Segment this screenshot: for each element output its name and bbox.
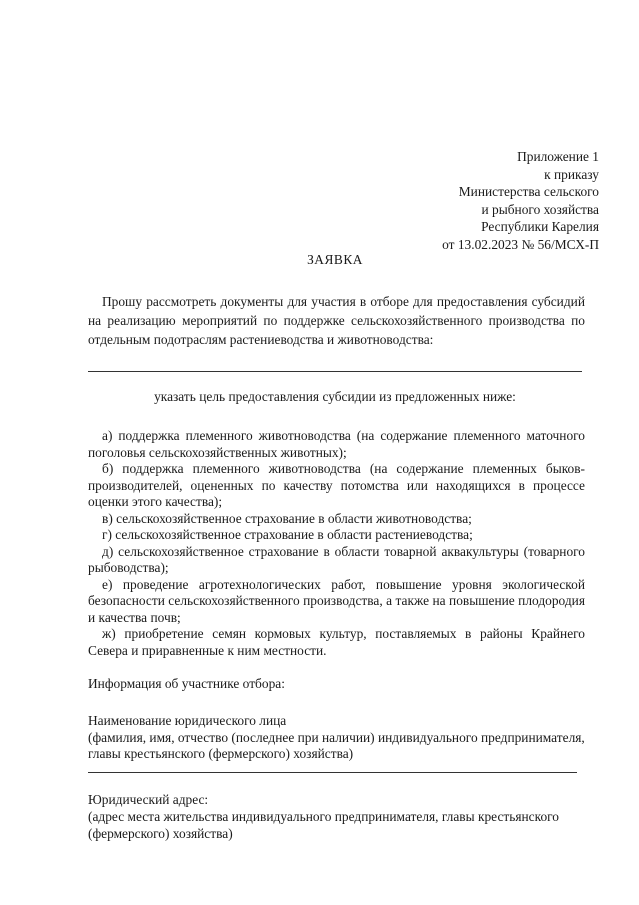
appendix-reference	[442, 148, 599, 254]
subsidy-option-d: д) сельскохозяйственное страхование в области товарной аквакультуры (товарного рыбоводства);	[88, 543, 585, 575]
org-name-section	[88, 713, 585, 763]
appendix-line: к приказу	[544, 166, 599, 182]
appendix-line: Республики Карелия	[481, 219, 599, 235]
org-name-note: (фамилия, имя, отчество (последнее при наличии) индивидуального предпринимателя, главы крестьянского (фермерского) хозяйства)	[88, 729, 585, 761]
appendix-line: и рыбного хозяйства	[481, 201, 599, 217]
legal-address-note: (адрес места жительства индивидуального предпринимателя, главы крестьянского (фермерского) хозяйства)	[88, 809, 559, 841]
appendix-line: Министерства сельского	[458, 184, 599, 200]
fill-in-line-org-name	[88, 772, 577, 773]
intro-paragraph: Прошу рассмотреть документы для участия в отборе для предоставления субсидий на реализацию мероприятий по поддержке сельскохозяйственного производства по отдельным подотраслям растениеводства и животноводства:	[88, 294, 585, 347]
goal-hint: указать цель предоставления субсидии из предложенных ниже:	[154, 389, 516, 404]
document-title: ЗАЯВКА	[307, 252, 363, 267]
subsidy-option-zh: ж) приобретение семян кормовых культур, поставляемых в районы Крайнего Севера и приравненные к ним местности.	[88, 626, 585, 658]
legal-address-label: Юридический адрес:	[88, 792, 209, 807]
fill-in-line-goal	[88, 371, 582, 372]
appendix-line: от 13.02.2023 № 56/МСХ-П	[442, 236, 599, 252]
appendix-line: Приложение 1	[517, 149, 599, 164]
legal-address-section	[88, 791, 585, 842]
subsidy-options-list	[88, 428, 585, 659]
participant-info-heading: Информация об участнике отбора:	[88, 676, 285, 691]
subsidy-option-b: б) поддержка племенного животноводства (на содержание племенных быков-производителей, оцененных по качеству потомства или находящихся в процессе оценки этого качества);	[88, 461, 585, 509]
subsidy-option-g: г) сельскохозяйственное страхование в области растениеводства;	[102, 527, 473, 542]
subsidy-option-e: е) проведение агротехнологических работ, повышение уровня экологической безопасности сельскохозяйственного производства, а также на повышение плодородия и качества почв;	[88, 576, 585, 625]
subsidy-option-a: а) поддержка племенного животноводства (на содержание племенного маточного поголовья сельскохозяйственных животных);	[88, 428, 585, 460]
org-name-label: Наименование юридического лица	[88, 713, 287, 728]
subsidy-option-v: в) сельскохозяйственное страхование в области животноводства;	[102, 510, 472, 526]
